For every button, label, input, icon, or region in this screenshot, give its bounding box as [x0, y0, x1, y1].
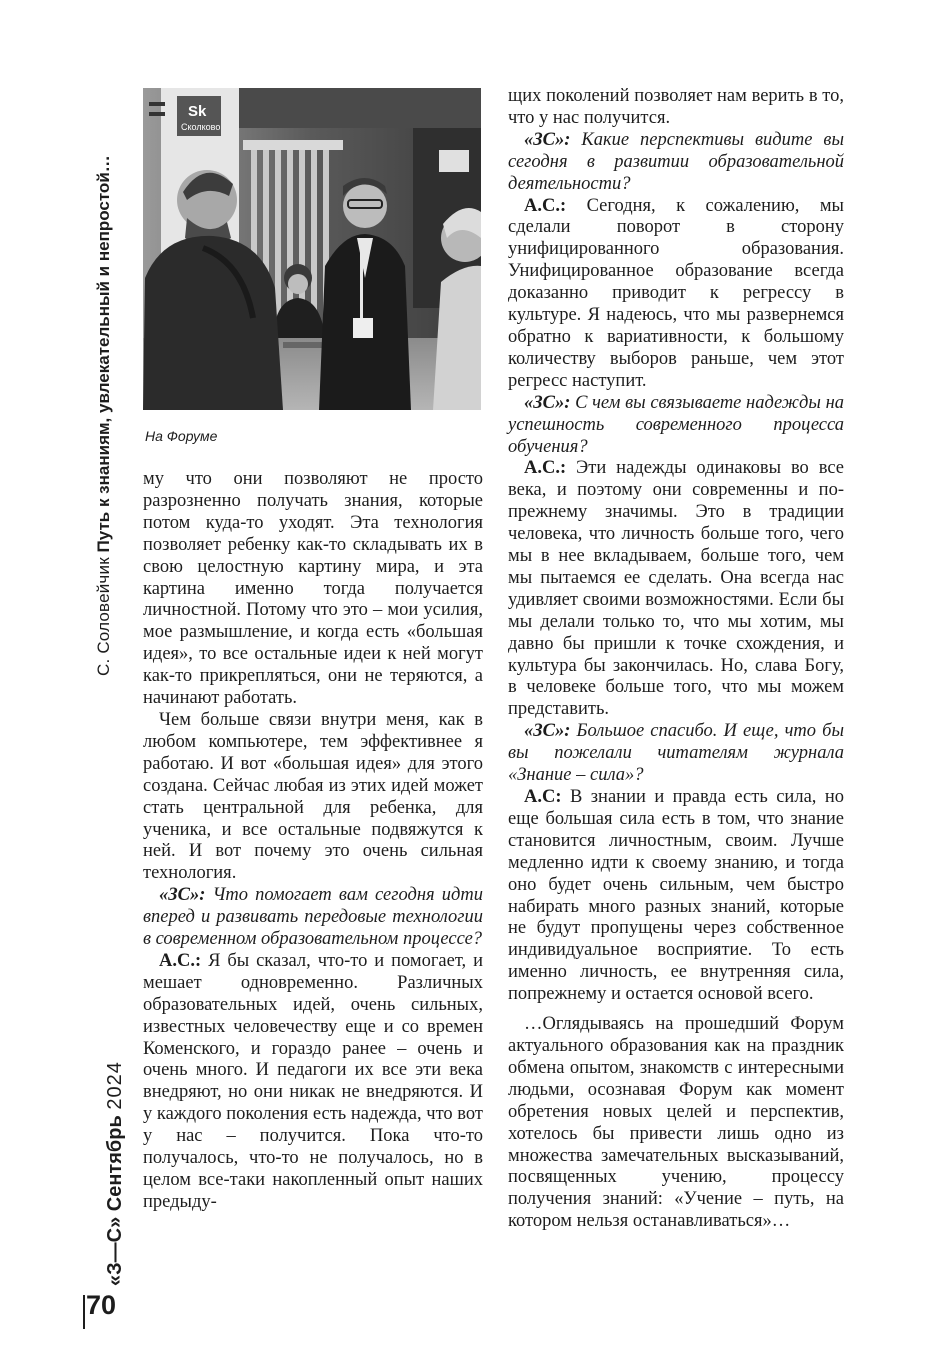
magazine-name: «З—С» [104, 1216, 126, 1286]
issue-year: 2024 [104, 1061, 126, 1110]
forum-photo-image [143, 88, 481, 410]
interview-question: «ЗС»: Какие перспективы видите вы сегодня в развитии образовательной деятельности? [508, 129, 844, 194]
issue-month: Сентябрь [104, 1115, 126, 1212]
sign-caption-text: Сколково [181, 122, 221, 132]
sign-logo-text: Sk [188, 103, 207, 120]
interview-answer: А.С.: Сегодня, к сожалению, мы сделали поворот в сторону унифицированного образования. Унифицированное образование всегда доказанно приводит к регрессу в культуре. Я надеюсь, что мы развернемся обратно к вариативности, к большому количеству выборов раньше, чем этот регресс наступит. [508, 195, 844, 391]
right-text-column [508, 86, 844, 1233]
question-speaker: «ЗС»: [159, 885, 206, 906]
paragraph: Чем больше связи внутри меня, как в любом компьютере, тем эффективнее я работаю. И вот «большая идея» для этого создана. Сейчас любая из этих идей может стать центральной для ребенка, для ученика, и все остальные подвяжутся к ней. И вот почему это очень сильная технология. [143, 709, 483, 884]
answer-speaker: А.С.: [524, 195, 567, 216]
page-number: 70 [86, 1290, 117, 1320]
paragraph-continued: щих поколений позволяет нам верить в то, что у нас получится. [508, 86, 844, 128]
interview-answer: А.С.: Я бы сказал, что-то и помогает, и мешает одновременно. Различных образовательных идей, очень сильных, известных человечеству еще и со времен Коменского, и гораздо ранее – очень и очень много. И педагоги их все эти века внедряют, но они никак не внедряются. И у каждого поколения есть надежда, что вот у нас – получится. Пока что-то получалось, что-то не получалось, но в целом все-таки накопленный опыт наших предыду- [143, 950, 483, 1212]
interview-question: «ЗС»: Большое спасибо. И еще, что бы вы пожелали читателям журнала «Знание – сила»? [508, 721, 844, 786]
running-head-title: Путь к знаниям, увлекательный и непростой… [94, 155, 113, 553]
forum-photo [143, 88, 481, 410]
interview-question: «ЗС»: Что помогает вам сегодня идти вперед и развивать передовые технологии в современном образовательном процессе? [143, 885, 483, 950]
issue-line [104, 1061, 127, 1286]
interview-answer: А.С.: Эти надежды одинаковы во все века, и поэтому они современны и по-прежнему значимы. Это в традиции человека, что личность больше того, чего мы в нее вкладываем, больше того, чем мы пытаемся ее сделать. Она всегда нас удивляет своими возможностями. Если бы мы делали только то, что мы хотим, мы давно бы пришли к точке схождения, и культура бы закончилась. Но, слава Богу, в человеке больше того, что мы можем представить. [508, 458, 844, 720]
closing-paragraph: …Оглядываясь на прошедший Форум актуального образования как на праздник обмена опытом, знакомств с интересными людьми, осознавая Форум как момент обретения новых целей и перспектив, хотелось бы привести лишь одно из множества замечательных высказываний, посвященных учению, процессу получения знаний: «Учение – путь, на котором нельзя останавливаться»… [508, 1014, 844, 1232]
paragraph-continued: му что они позволяют не просто разрозненно получать знания, которые потом куда-то уходят. Эта технология позволяет ребенку как-то складывать их в свою целостную картину мира, и эта картина именно тогда получается личностной. Потому что это – мои усилия, мое размышление, и когда есть «большая идея», то все остальные идеи к ней могут как-то прикрепляться, они не теряются, а начинают работать. [143, 469, 483, 709]
page-number-rule [83, 1295, 85, 1329]
answer-speaker: А.С.: [159, 950, 202, 971]
question-speaker: «ЗС»: [524, 129, 571, 150]
answer-speaker: А.С: [524, 787, 562, 807]
question-speaker: «ЗС»: [524, 392, 571, 413]
question-speaker: «ЗС»: [524, 721, 571, 742]
left-text-column [143, 469, 483, 1214]
interview-question: «ЗС»: С чем вы связываете надежды на успешность современного процесса обучения? [508, 392, 844, 457]
running-head [94, 155, 114, 676]
interview-answer: А.С: В знании и правда есть сила, но еще большая сила есть в том, что знание становится личностным, своим. Лучше медленно идти к своему знанию, и тогда оно будет очень сильным, чем быстро набирать много разных знаний, которые не будут пропущены через собственное индивидуальное восприятие. То есть именно личность, ее внутренняя сила, попрежнему и остается основой всего. [508, 787, 844, 1005]
photo-caption: На Форуме [145, 428, 218, 444]
answer-speaker: А.С.: [524, 458, 567, 479]
running-head-author: С. Соловейчик [94, 557, 113, 676]
